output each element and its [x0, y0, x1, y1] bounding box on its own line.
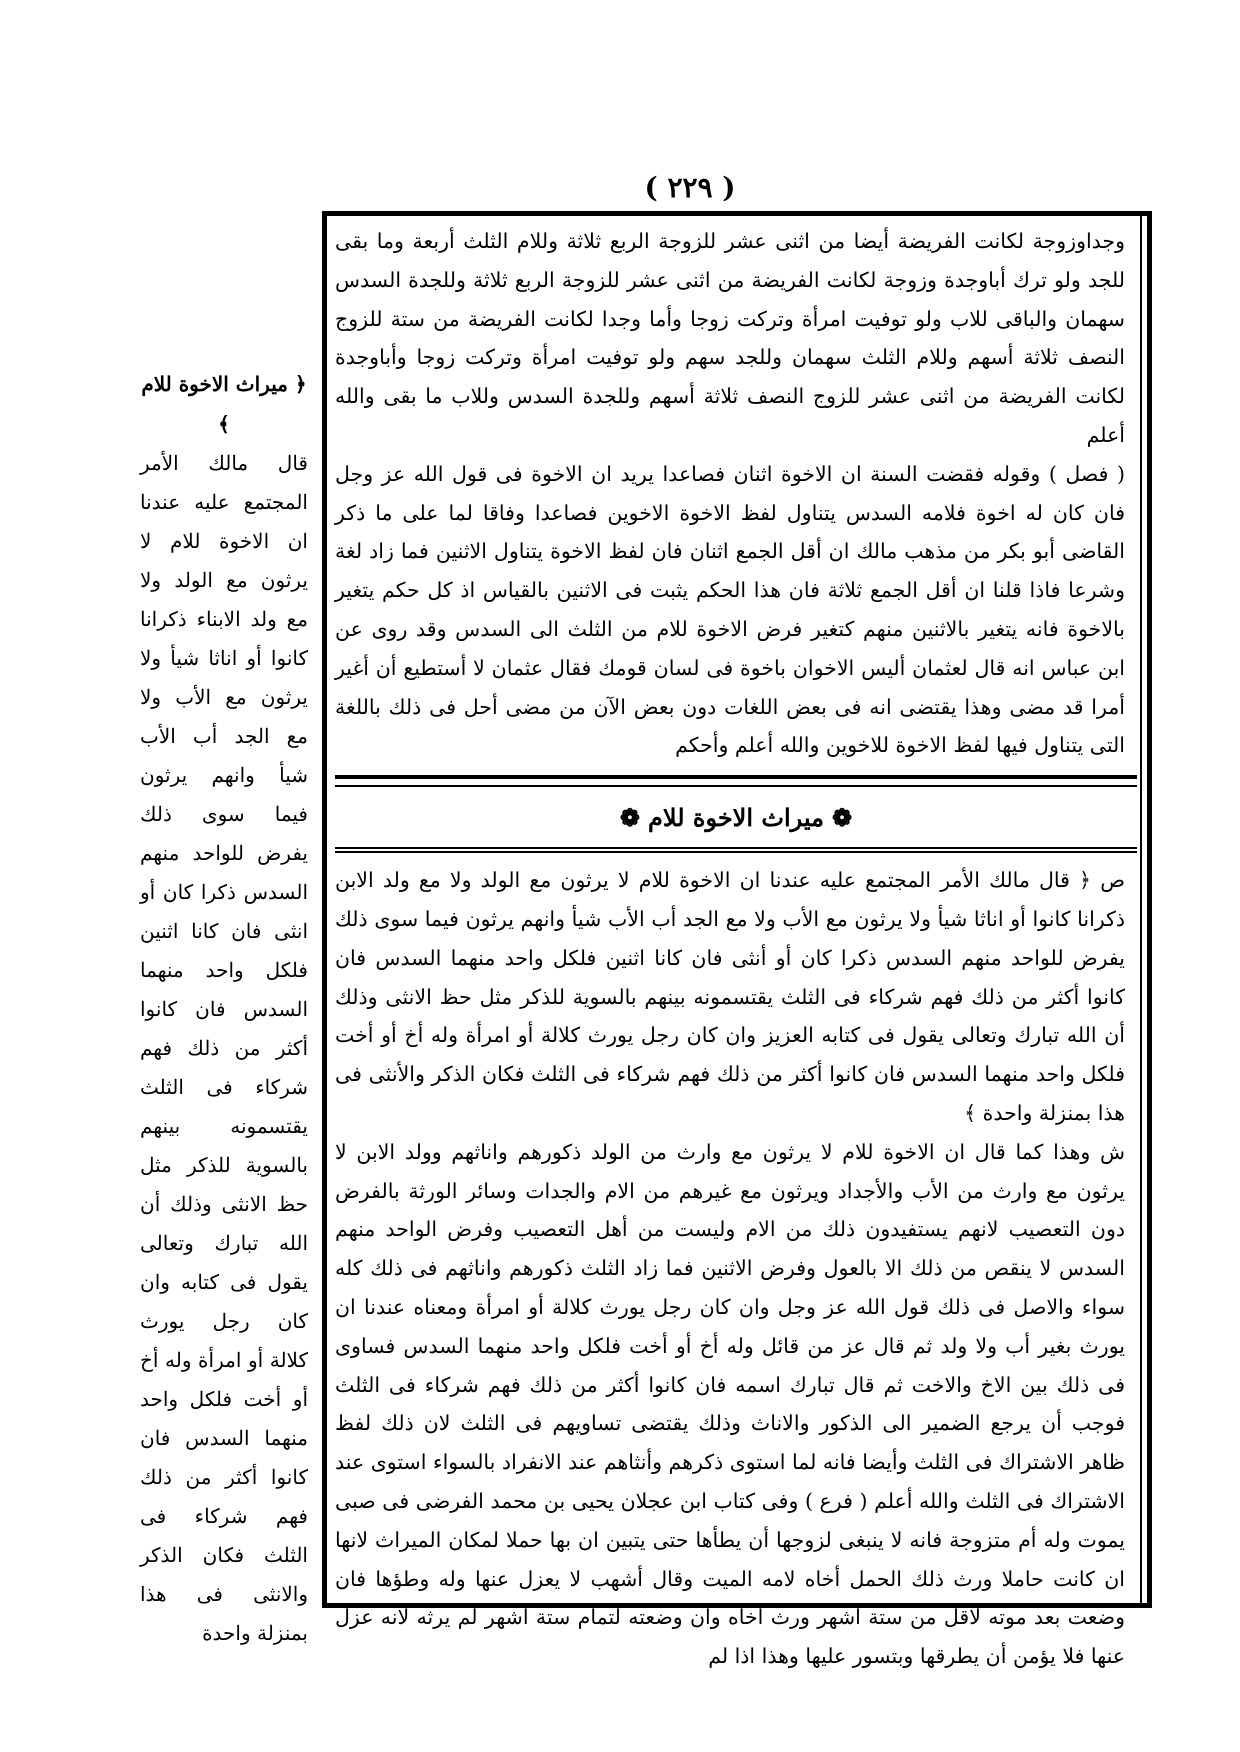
main-paragraph-4: ش وهذا كما قال ان الاخوة للام لا يرثون مع وارث من الولد ذكورهم واناثهم وولد الابن لا يرثون مع وارث من الأب والأجداد ويرثون مع غيرهم من الام والجدات وسائر الورثة بالفرض دون التعصيب لانهم يستفيدون ذلك من الام وليست من أهل التعصيب وفرض الواحد منهم السدس لا ينقص من ذلك الا بالعول وفرض الاثنين فما زاد الثلث ذكورهم واناثهم فى ذلك كله سواء والاصل فى ذلك قول الله عز وجل وان كان رجل يورث كلالة أو امرأة ومعناه عندنا ان يورث بغير أب ولا ولد ثم قال عز من قائل وله أخ أو أخت فلكل واحد منهما السدس فساوى فى ذلك بين الاخ والاخت ثم قال تبارك اسمه فان كانوا أكثر من ذلك فهم شركاء فى الثلث فوجب أن يرجع الضمير الى الذكور والاناث وذلك يقتضى تساويهم فى الثلث لان ذلك لفظ ظاهر الاشتراك فى الثلث وأيضا فانه لما استوى ذكرهم وأنثاهم عند الانفراد بالسواء استوى عند الاشتراك فى الثلث والله أعلم ( فرع ) وفى كتاب ابن عجلان يحيى بن محمد الفرضى فى صبى يموت وله أم متزوجة فانه لا ينبغى لزوجها أن يطأها حتى يتبين ان بها حملا لمكان الميراث لانها ان كانت حاملا ورث ذلك الحمل أخاه لامه الميت وقال أشهب لا يعزل عنها وله وطؤها فان وضعت بعد موته لاقل من ستة أشهر ورث أخاه وان وضعته لتمام ستة أشهر لم يرثه لانه عزل عنها فلا يؤمن أن يطرقها وبتسور عليها وهذا اذا لم — [335, 1139, 1125, 1669]
main-paragraph-1: وجداوزوجة لكانت الفريضة أيضا من اثنى عشر للزوجة الربع ثلاثة وللام الثلث أربعة وما بقى للجد ولو ترك أباوجدة وزوجة لكانت الفريضة من اثنى عشر للزوجة الربع ثلاثة وللجدة السدس سهمان والباقى للاب ولو توفيت امرأة وتركت زوجا وأما وجدا لكانت الفريضة من ستة للزوج النصف ثلاثة أسهم وللام الثلث سهمان وللجد سهم ولو توفيت امرأة وتركت زوجا وأباوجدة لكانت الفريضة من اثنى عشر للزوج النصف ثلاثة أسهم وللجدة السدس وللاب ما بقى والله أعلم — [335, 229, 1125, 447]
main-paragraph-3: ص ﴿ قال مالك الأمر المجتمع عليه عندنا ان الاخوة للام لا يرثون مع الولد ولا مع ولد الابن ذكرانا كانوا أو اناثا شيأ ولا يرثون مع الأب ولا مع الجد أب الأب شيأ وانهم يرثون فيما سوى ذلك يفرض للواحد منهم السدس ذكرا كان أو أنثى فان كانا اثنين فلكل واحد منهما السدس فان كانوا أكثر من ذلك فهم شركاء فى الثلث يقتسمونه بينهم بالسوية للذكر مثل حظ الانثى وذلك أن الله تبارك وتعالى يقول فى كتابه العزيز وان كان رجل يورث كلالة أو امرأة وله أخ أو أخت فلكل واحد منهما السدس فان كانوا أكثر من ذلك فهم شركاء فى الثلث فكان الذكر والأنثى فى هذا بمنزلة واحدة ﴾ — [335, 868, 1125, 1125]
main-paragraph-2: ( فصل ) وقوله فقضت السنة ان الاخوة اثنان فصاعدا يريد ان الاخوة فى قول الله عز وجل فان كان له اخوة فلامه السدس يتناول لفظ الاخوة الاخوين فصاعدا وفاقا لما على ما ذكر القاضى أبو بكر من مذهب مالك ان أقل الجمع اثنان فان لفظ الاخوة يتناول الاثنين فما زاد لغة وشرعا فاذا قلنا ان أقل الجمع ثلاثة فان هذا الحكم يثبت فى الاثنين بالقياس اذ كل حكم يتغير بالاخوة فانه يتغير بالاثنين منهم كتغير فرض الاخوة للام من الثلث الى السدس وقد روى عن ابن عباس انه قال لعثمان أليس الاخوان باخوة فى لسان قومك فقال عثمان لا أستطيع أن أغير أمرا قد مضى وهذا يقتضى انه فى بعض اللغات دون بعض الآن من مضى أحل فى ذلك باللغة التى يتناول فيها لفظ الاخوة للاخوين والله أعلم وأحكم — [335, 461, 1125, 758]
section-heading — [335, 785, 1137, 849]
ornament-left-icon: ❁ — [619, 802, 641, 832]
main-text-frame — [322, 211, 1152, 1669]
section-divider — [335, 775, 1137, 779]
margin-text: قال مالك الأمر المجتمع عليه عندنا ان الاخوة للام لا يرثون مع الولد ولا مع ولد الابناء ذكرانا كانوا أو اناثا شيأ ولا يرثون مع الأب ولا مع الجد أب الأب شيأ وانهم يرثون فيما سوى ذلك يفرض للواحد منهم السدس ذكرا كان أو انثى فان كانا اثنين فلكل واحد منهما السدس فان كانوا أكثر من ذلك فهم شركاء فى الثلث يقتسمونه بينهم بالسوية للذكر مثل حظ الانثى وذلك أن الله تبارك وتعالى يقول فى كتابه وان كان رجل يورث كلالة أو امرأة وله أخ أو أخت فلكل واحد منهما السدس فان كانوا أكثر من ذلك فهم شركاء فى الثلث فكان الذكر والانثى فى هذا بمنزلة واحدة — [140, 451, 308, 1645]
page-number: ( ٢٢٩ ) — [644, 171, 736, 204]
ornament-right-icon: ❁ — [831, 802, 853, 832]
margin-title: ﴿ ميراث الاخوة للام ﴾ — [141, 372, 307, 436]
section-heading-text: ميراث الاخوة للام — [648, 802, 824, 832]
section-divider-thin — [335, 851, 1137, 853]
margin-column — [140, 364, 308, 1653]
